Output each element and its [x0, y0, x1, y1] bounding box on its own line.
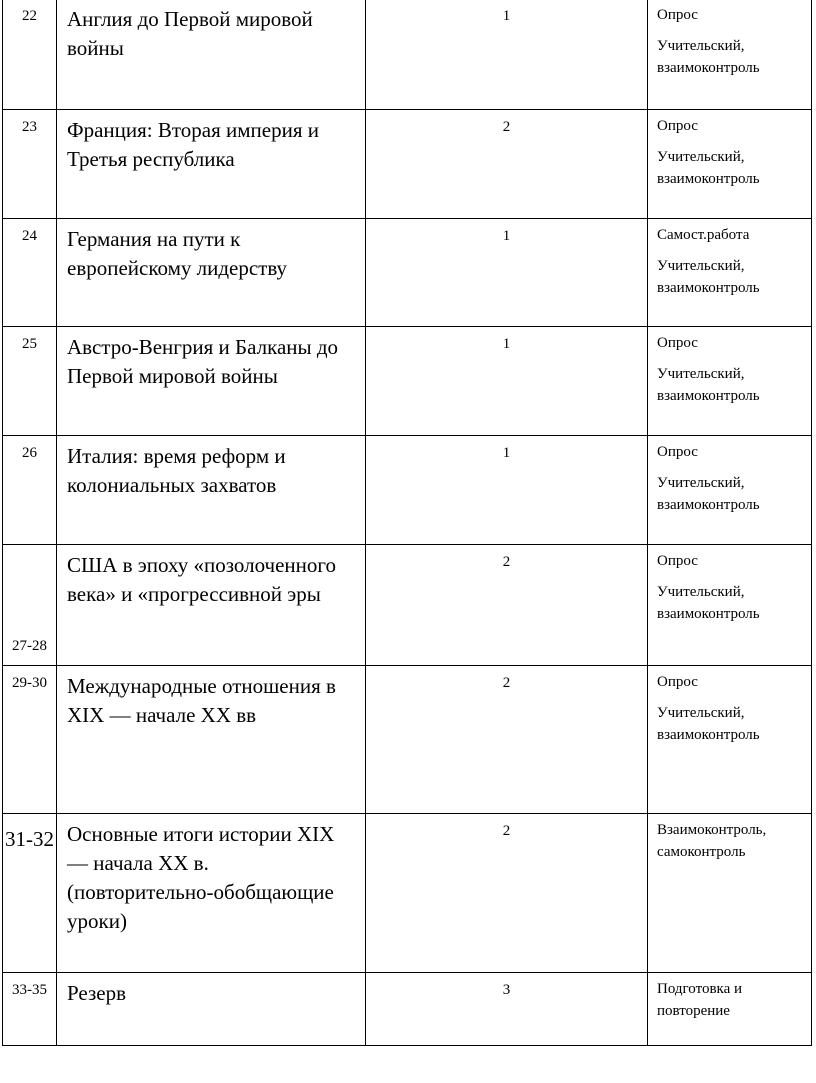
control-cell [648, 666, 812, 814]
control-form: Самост.работа [657, 227, 750, 243]
lesson-hours: 1 [366, 327, 648, 436]
control-form: Опрос [657, 118, 698, 134]
control-cell [648, 545, 812, 666]
lesson-hours: 1 [366, 0, 648, 110]
lesson-number: 31-32 [3, 814, 57, 973]
control-cell [648, 814, 812, 973]
table-row [3, 436, 812, 545]
lesson-number: 29-30 [3, 666, 57, 814]
table-row [3, 110, 812, 219]
lesson-number: 25 [3, 327, 57, 436]
table-row [3, 327, 812, 436]
lesson-number: 22 [3, 0, 57, 110]
lesson-topic: Австро-Венгрия и Балканы до Первой мировой войны [57, 327, 366, 436]
control-form: Опрос [657, 7, 698, 23]
control-form: Опрос [657, 553, 698, 569]
lesson-number: 26 [3, 436, 57, 545]
lesson-hours: 2 [366, 814, 648, 973]
lesson-hours: 1 [366, 436, 648, 545]
control-cell [648, 436, 812, 545]
lesson-number: 24 [3, 219, 57, 327]
lesson-hours: 1 [366, 219, 648, 327]
lesson-plan-table [2, 0, 812, 1046]
lesson-topic: Международные отношения в XIX — начале XX вв [57, 666, 366, 814]
control-type: Учительский, взаимоконтроль [657, 258, 760, 296]
lesson-topic: Италия: время реформ и колониальных захватов [57, 436, 366, 545]
control-form: Взаимоконтроль, самоконтроль [657, 822, 767, 860]
lesson-topic: Резерв [57, 973, 366, 1046]
lesson-number: 23 [3, 110, 57, 219]
lesson-topic: Франция: Вторая империя и Третья республика [57, 110, 366, 219]
lesson-hours: 2 [366, 110, 648, 219]
control-cell [648, 110, 812, 219]
control-type: Учительский, взаимоконтроль [657, 149, 760, 187]
control-cell [648, 327, 812, 436]
table-row [3, 973, 812, 1046]
lesson-topic: Германия на пути к европейскому лидерству [57, 219, 366, 327]
table-row [3, 814, 812, 973]
control-cell [648, 0, 812, 110]
control-type: Учительский, взаимоконтроль [657, 705, 760, 743]
table-row [3, 545, 812, 666]
control-form: Опрос [657, 674, 698, 690]
lesson-topic: Основные итоги истории XIX — начала XX в. (повторительно-обобщающие уроки) [57, 814, 366, 973]
lesson-number: 27-28 [3, 545, 57, 666]
lesson-topic: Англия до Первой мировой войны [57, 0, 366, 110]
lesson-topic: США в эпоху «позолоченного века» и «прогрессивной эры [57, 545, 366, 666]
lesson-hours: 3 [366, 973, 648, 1046]
control-form: Подготовка и повторение [657, 981, 743, 1019]
control-cell [648, 219, 812, 327]
table-row [3, 219, 812, 327]
lesson-hours: 2 [366, 666, 648, 814]
lesson-hours: 2 [366, 545, 648, 666]
control-cell [648, 973, 812, 1046]
control-type: Учительский, взаимоконтроль [657, 38, 760, 76]
control-type: Учительский, взаимоконтроль [657, 366, 760, 404]
control-type: Учительский, взаимоконтроль [657, 475, 760, 513]
lesson-number: 33-35 [3, 973, 57, 1046]
control-form: Опрос [657, 335, 698, 351]
table-row [3, 0, 812, 110]
table-row [3, 666, 812, 814]
control-form: Опрос [657, 444, 698, 460]
control-type: Учительский, взаимоконтроль [657, 584, 760, 622]
